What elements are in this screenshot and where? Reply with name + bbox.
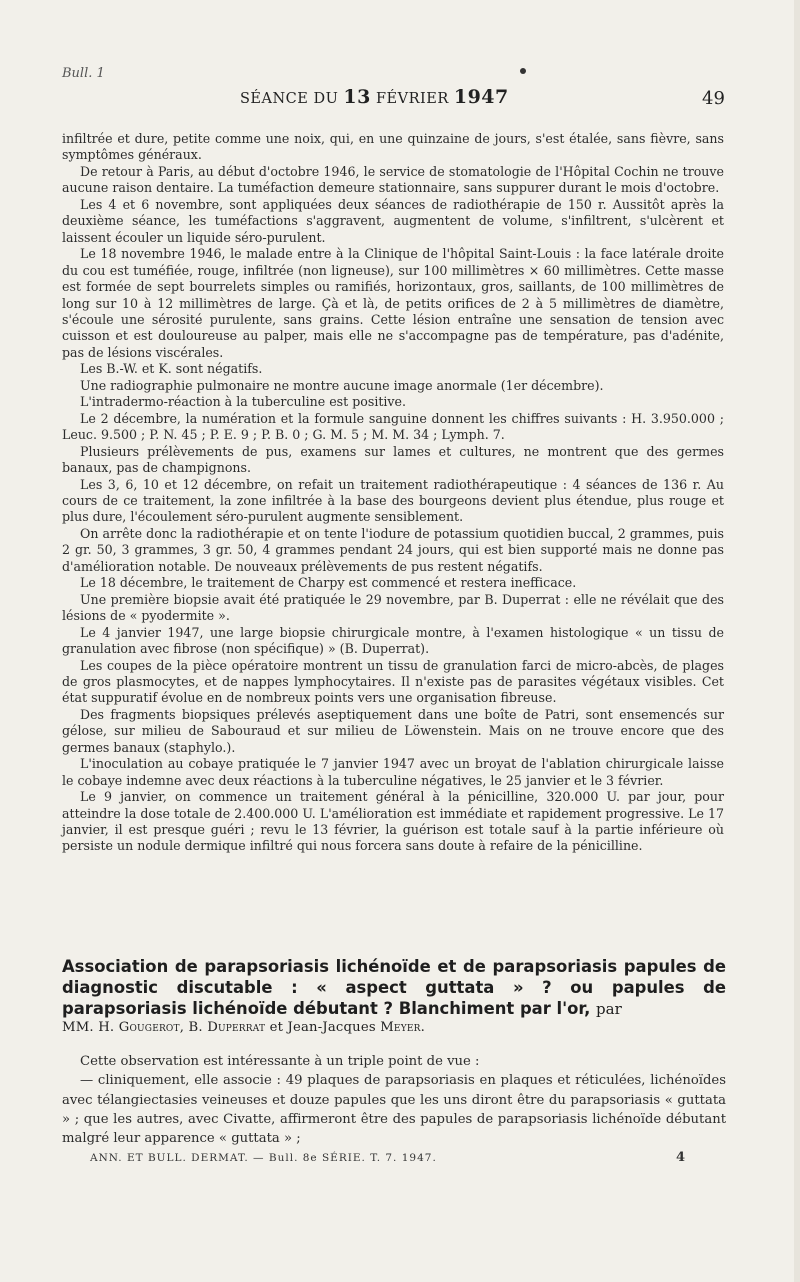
case-paragraph: Le 4 janvier 1947, une large biopsie chirurgicale montre, à l'examen histologique « un tissu de granulation avec fibrose (non spécifique) » (B. Duperrat). bbox=[62, 624, 724, 657]
footer-signature: 4 bbox=[676, 1150, 686, 1165]
case-paragraph: Plusieurs prélèvements de pus, examens sur lames et cultures, ne montrent que des germes banaux, pas de champignons. bbox=[62, 443, 724, 476]
author-name: Meyer bbox=[380, 1020, 421, 1035]
running-head-prefix: SÉANCE DU bbox=[240, 91, 339, 107]
author-name: Duperrat bbox=[207, 1020, 266, 1035]
footer-citation: ANN. ET BULL. DERMAT. — Bull. 8e SÉRIE. T. 7. 1947. bbox=[90, 1152, 437, 1164]
case-paragraph: L'intradermo-réaction à la tuberculine est positive. bbox=[80, 394, 407, 410]
case-paragraph: Des fragments biopsiques prélevés aseptiquement dans une boîte de Patri, sont ensemencés sur gélose, sur milieu de Sabouraud et sur milieu de Löwenstein. Mais on ne trouve encore que des germes banaux (staphylo.). bbox=[62, 706, 724, 755]
page-edge bbox=[794, 0, 800, 1282]
case-paragraph: Le 18 décembre, le traitement de Charpy est commencé et restera inefficace. bbox=[80, 575, 577, 591]
printer-dot bbox=[520, 68, 526, 74]
intro-paragraph: Cette observation est intéressante à un triple point de vue : bbox=[80, 1054, 480, 1069]
margin-note: Bull. 1 bbox=[62, 66, 105, 81]
case-paragraph: Les B.-W. et K. sont négatifs. bbox=[80, 361, 263, 377]
page-number: 49 bbox=[702, 88, 725, 109]
running-head bbox=[240, 86, 509, 108]
section-title bbox=[62, 956, 726, 1020]
case-paragraph: On arrête donc la radiothérapie et on tente l'iodure de potassium quotidien buccal, 2 grammes, puis 2 gr. 50, 3 grammes, 3 gr. 50, 4 grammes pendant 24 jours, qui est bien supporté mais ne donne pas d'amélioration notable. De nouveaux prélèvements de pus restent négatifs. bbox=[62, 525, 724, 574]
case-paragraph: L'inoculation au cobaye pratiquée le 7 janvier 1947 avec un broyat de l'ablation chirurgicale laisse le cobaye indemne avec deux réactions à la tuberculine négatives, le 25 janvier et le 3 février. bbox=[62, 756, 724, 788]
section-title-par: par bbox=[596, 1000, 622, 1018]
case-paragraph: Les 3, 6, 10 et 12 décembre, on refait un traitement radiothérapeutique : 4 séances de 136 r. Au cours de ce traitement, la zone infiltrée à la base des bourgeons devient plus étendue, plus rouge et plus dure, l'écoulement séro-purulent augmente sensiblement. bbox=[62, 476, 724, 525]
case-paragraph: Le 18 novembre 1946, le malade entre à la Clinique de l'hôpital Saint-Louis : la face latérale droite du cou est tuméfiée, rouge, infiltrée (non ligneuse), sur 100 millimètres × 60 millimètres. Cette masse est formée de sept bourrelets simples ou ramifiés, horizontaux, gros, saillants, de 100 millimètres de long sur 10 à 12 millimètres de large. Çà et là, de petits orifices de 2 à 5 millimètres de diamètre, s'écoule une sérosité purulente, sans grains. Cette lésion entraîne une sensation de tension avec cuisson et est douloureuse au palper, mais elle ne s'accompagne pas de température, pas d'adénite, pas de lésions viscérales. bbox=[62, 246, 724, 360]
case-paragraph: Le 2 décembre, la numération et la formule sanguine donnent les chiffres suivants : H. 3.950.000 ; Leuc. 9.500 ; P. N. 45 ; P. E. 9 ; P. B. 0 ; G. M. 5 ; M. M. 34 ; Lymph. 7. bbox=[62, 410, 724, 443]
author-name: Gougerot bbox=[118, 1020, 180, 1035]
author-separator: et Jean-Jacques bbox=[269, 1020, 376, 1035]
case-paragraph: infiltrée et dure, petite comme une noix, qui, en une quinzaine de jours, s'est étalée, sans fièvre, sans symptômes généraux. bbox=[62, 131, 724, 163]
case-report-text bbox=[62, 131, 724, 855]
case-paragraph: De retour à Paris, au début d'octobre 1946, le service de stomatologie de l'Hôpital Cochin ne trouve aucune raison dentaire. La tuméfaction demeure stationnaire, sans suppurer durant le mois d'octobre. bbox=[62, 163, 724, 196]
case-paragraph: Une première biopsie avait été pratiquée le 29 novembre, par B. Duperrat : elle ne révélait que des lésions de « pyodermite ». bbox=[62, 591, 724, 624]
authors-prefix: MM. H. bbox=[62, 1020, 115, 1035]
running-head-day: 13 bbox=[343, 86, 371, 108]
case-paragraph: Une radiographie pulmonaire ne montre aucune image anormale (1er décembre). bbox=[80, 377, 604, 393]
authors-line bbox=[62, 1020, 726, 1035]
case-paragraph: Les coupes de la pièce opératoire montrent un tissu de granulation farci de micro-abcès, de plages de gros plasmocytes, et de nappes lymphocytaires. Il n'existe pas de parasites végétaux visibles. Cet état suppuratif évolue en de nombreux points vers une organisation fibreuse. bbox=[62, 657, 724, 706]
author-suffix: . bbox=[420, 1020, 425, 1035]
case-paragraph: Le 9 janvier, on commence un traitement général à la pénicilline, 320.000 U. par jour, pour atteindre la dose totale de 2.400.000 U. L'amélioration est immédiate et rapidement progressive. Le 17 janvier, il est presque guéri ; revu le 13 février, la guérison est totale sauf à la partie inférieure où persiste un nodule dermique infiltré qui nous forcera sans doute à refaire de la pénicilline. bbox=[62, 789, 724, 854]
article-intro bbox=[62, 1052, 726, 1148]
running-head-month: FÉVRIER bbox=[375, 91, 449, 107]
intro-paragraph: — cliniquement, elle associe : 49 plaques de parapsoriasis en plaques et réticulées, lichénoïdes avec télangiectasies veineuses et douze papules que les uns diront être du parapsoriasis « guttata » ; que les autres, avec Civatte, affirmeront être des papules de parapsoriasis lichénoïde débutant malgré leur apparence « guttata » ; bbox=[62, 1073, 726, 1147]
running-head-year: 1947 bbox=[453, 86, 509, 108]
case-paragraph: Les 4 et 6 novembre, sont appliquées deux séances de radiothérapie de 150 r. Aussitôt après la deuxième séance, les tuméfactions s'aggravent, augmentent de volume, s'infiltrent, s'ulcèrent et laissent écouler un liquide séro-purulent. bbox=[62, 196, 724, 245]
section-title-text: Association de parapsoriasis lichénoïde et de parapsoriasis papules de diagnostic discutable : « aspect guttata » ? ou papules de parapsoriasis lichénoïde débutant ? Blanchiment par l'or, bbox=[62, 957, 726, 1018]
author-separator: , B. bbox=[179, 1020, 203, 1035]
